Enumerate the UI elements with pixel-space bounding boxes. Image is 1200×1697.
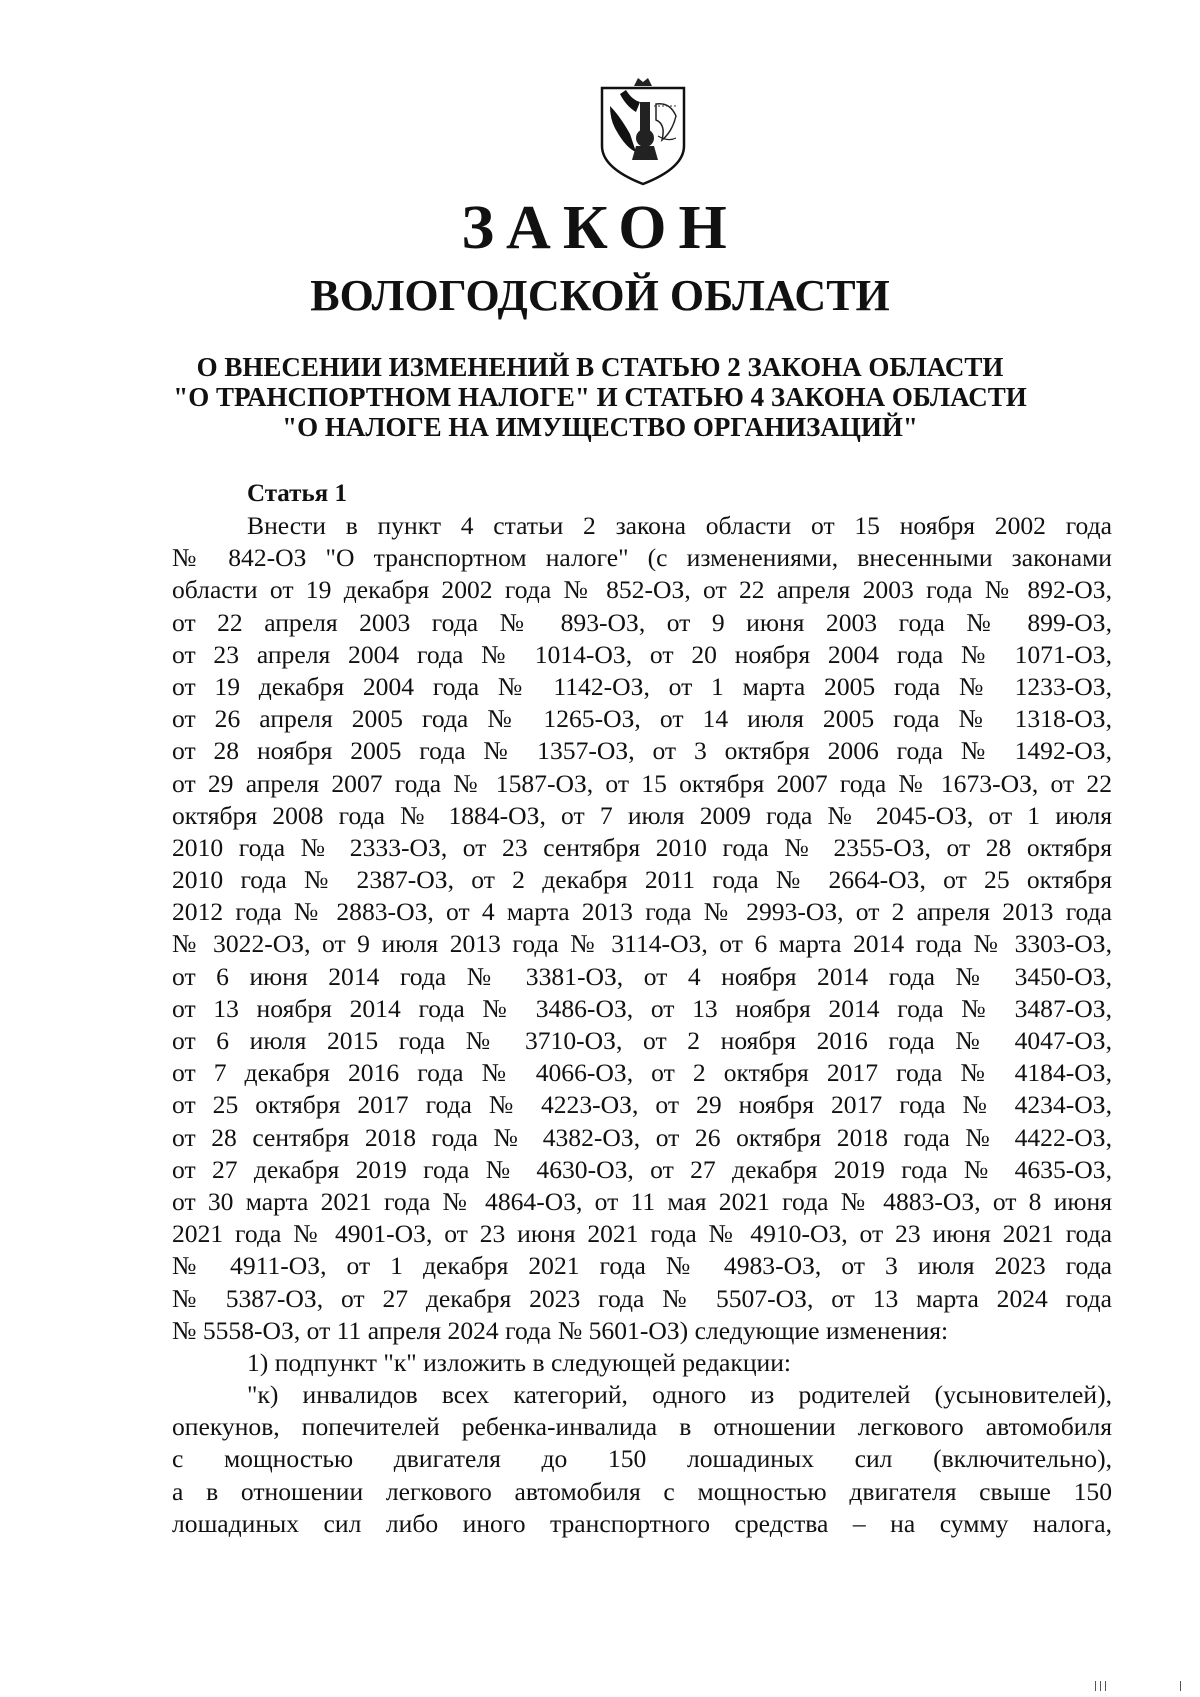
body-line: № 842-ОЗ "О транспортном налоге" (с изменениями, внесенными законами [172, 543, 1112, 573]
subject-line: "О НАЛОГЕ НА ИМУЩЕСТВО ОРГАНИЗАЦИЙ" [282, 412, 918, 442]
body-line: № 4911-ОЗ, от 1 декабря 2021 года № 4983-ОЗ, от 3 июля 2023 года [172, 1251, 1112, 1281]
coat-of-arms-emblem [596, 76, 690, 188]
body-line: от 28 сентября 2018 года № 4382-ОЗ, от 26 октября 2018 года № 4422-ОЗ, [172, 1122, 1112, 1152]
body-line: октября 2008 года № 1884-ОЗ, от 7 июля 2009 года № 2045-ОЗ, от 1 июля [172, 800, 1112, 830]
article-heading: Статья 1 [247, 480, 347, 507]
body-line: лошадиных сил либо иного транспортного средства – на сумму налога, [172, 1508, 1112, 1538]
body-line: от 28 ноября 2005 года № 1357-ОЗ, от 3 октября 2006 года № 1492-ОЗ, [172, 736, 1112, 766]
body-line: 2010 года № 2387-ОЗ, от 2 декабря 2011 года № 2664-ОЗ, от 25 октября [172, 865, 1112, 895]
body-line: от 7 декабря 2016 года № 4066-ОЗ, от 2 октября 2017 года № 4184-ОЗ, [172, 1058, 1112, 1088]
document-subtitle: ВОЛОГОДСКОЙ ОБЛАСТИ [310, 271, 890, 320]
body-line: а в отношении легкового автомобиля с мощностью двигателя свыше 150 [172, 1476, 1112, 1506]
document-title: ЗАКОН [461, 194, 739, 262]
body-line: от 26 апреля 2005 года № 1265-ОЗ, от 14 июля 2005 года № 1318-ОЗ, [172, 704, 1112, 734]
body-line: от 30 марта 2021 года № 4864-ОЗ, от 11 мая 2021 года № 4883-ОЗ, от 8 июня [172, 1186, 1112, 1216]
body-line: 2021 года № 4901-ОЗ, от 23 июня 2021 года № 4910-ОЗ, от 23 июня 2021 года [172, 1219, 1112, 1249]
scan-artifact-mark [1100, 1681, 1101, 1691]
body-line: № 5558-ОЗ, от 11 апреля 2024 года № 5601-ОЗ) следующие изменения: [172, 1315, 949, 1345]
body-line: № 5387-ОЗ, от 27 декабря 2023 года № 5507-ОЗ, от 13 марта 2024 года [172, 1283, 1112, 1313]
body-line: от 29 апреля 2007 года № 1587-ОЗ, от 15 октября 2007 года № 1673-ОЗ, от 22 [172, 768, 1112, 798]
body-line: от 19 декабря 2004 года № 1142-ОЗ, от 1 марта 2005 года № 1233-ОЗ, [172, 671, 1112, 701]
body-line: Внести в пункт 4 статьи 2 закона области от 15 ноября 2002 года [247, 511, 1112, 540]
body-line: от 25 октября 2017 года № 4223-ОЗ, от 29 ноября 2017 года № 4234-ОЗ, [172, 1090, 1112, 1120]
subject-line: О ВНЕСЕНИИ ИЗМЕНЕНИЙ В СТАТЬЮ 2 ЗАКОНА ОБЛАСТИ [196, 352, 1004, 382]
scan-artifact-mark [1095, 1681, 1096, 1691]
subject-line: "О ТРАНСПОРТНОМ НАЛОГЕ" И СТАТЬЮ 4 ЗАКОНА ОБЛАСТИ [173, 382, 1027, 412]
body-line: 1) подпункт "к" изложить в следующей редакции: [247, 1347, 792, 1377]
body-line: "к) инвалидов всех категорий, одного из родителей (усыновителей), [247, 1380, 1112, 1410]
scan-artifact-mark [1180, 1681, 1181, 1691]
body-line: от 6 июля 2015 года № 3710-ОЗ, от 2 ноября 2016 года № 4047-ОЗ, [172, 1026, 1112, 1055]
body-line: 2012 года № 2883-ОЗ, от 4 марта 2013 года № 2993-ОЗ, от 2 апреля 2013 года [172, 897, 1112, 927]
body-line: № 3022-ОЗ, от 9 июля 2013 года № 3114-ОЗ, от 6 марта 2014 года № 3303-ОЗ, [172, 929, 1112, 959]
scan-artifact-mark [1105, 1681, 1106, 1691]
law-subject-heading [150, 352, 1050, 442]
body-line: опекунов, попечителей ребенка-инвалида в отношении легкового автомобиля [172, 1412, 1112, 1442]
body-line: от 22 апреля 2003 года № 893-ОЗ, от 9 июня 2003 года № 899-ОЗ, [172, 607, 1112, 637]
body-line: от 13 ноября 2014 года № 3486-ОЗ, от 13 ноября 2014 года № 3487-ОЗ, [172, 993, 1112, 1023]
body-line: от 6 июня 2014 года № 3381-ОЗ, от 4 ноября 2014 года № 3450-ОЗ, [172, 961, 1112, 991]
body-line: от 27 декабря 2019 года № 4630-ОЗ, от 27 декабря 2019 года № 4635-ОЗ, [172, 1154, 1112, 1184]
body-line: с мощностью двигателя до 150 лошадиных сил (включительно), [172, 1444, 1112, 1474]
article-body [172, 510, 1112, 1540]
body-line: от 23 апреля 2004 года № 1014-ОЗ, от 20 ноября 2004 года № 1071-ОЗ, [172, 639, 1112, 669]
body-line: области от 19 декабря 2002 года № 852-ОЗ, от 22 апреля 2003 года № 892-ОЗ, [172, 575, 1112, 605]
body-line: 2010 года № 2333-ОЗ, от 23 сентября 2010 года № 2355-ОЗ, от 28 октября [172, 832, 1112, 862]
